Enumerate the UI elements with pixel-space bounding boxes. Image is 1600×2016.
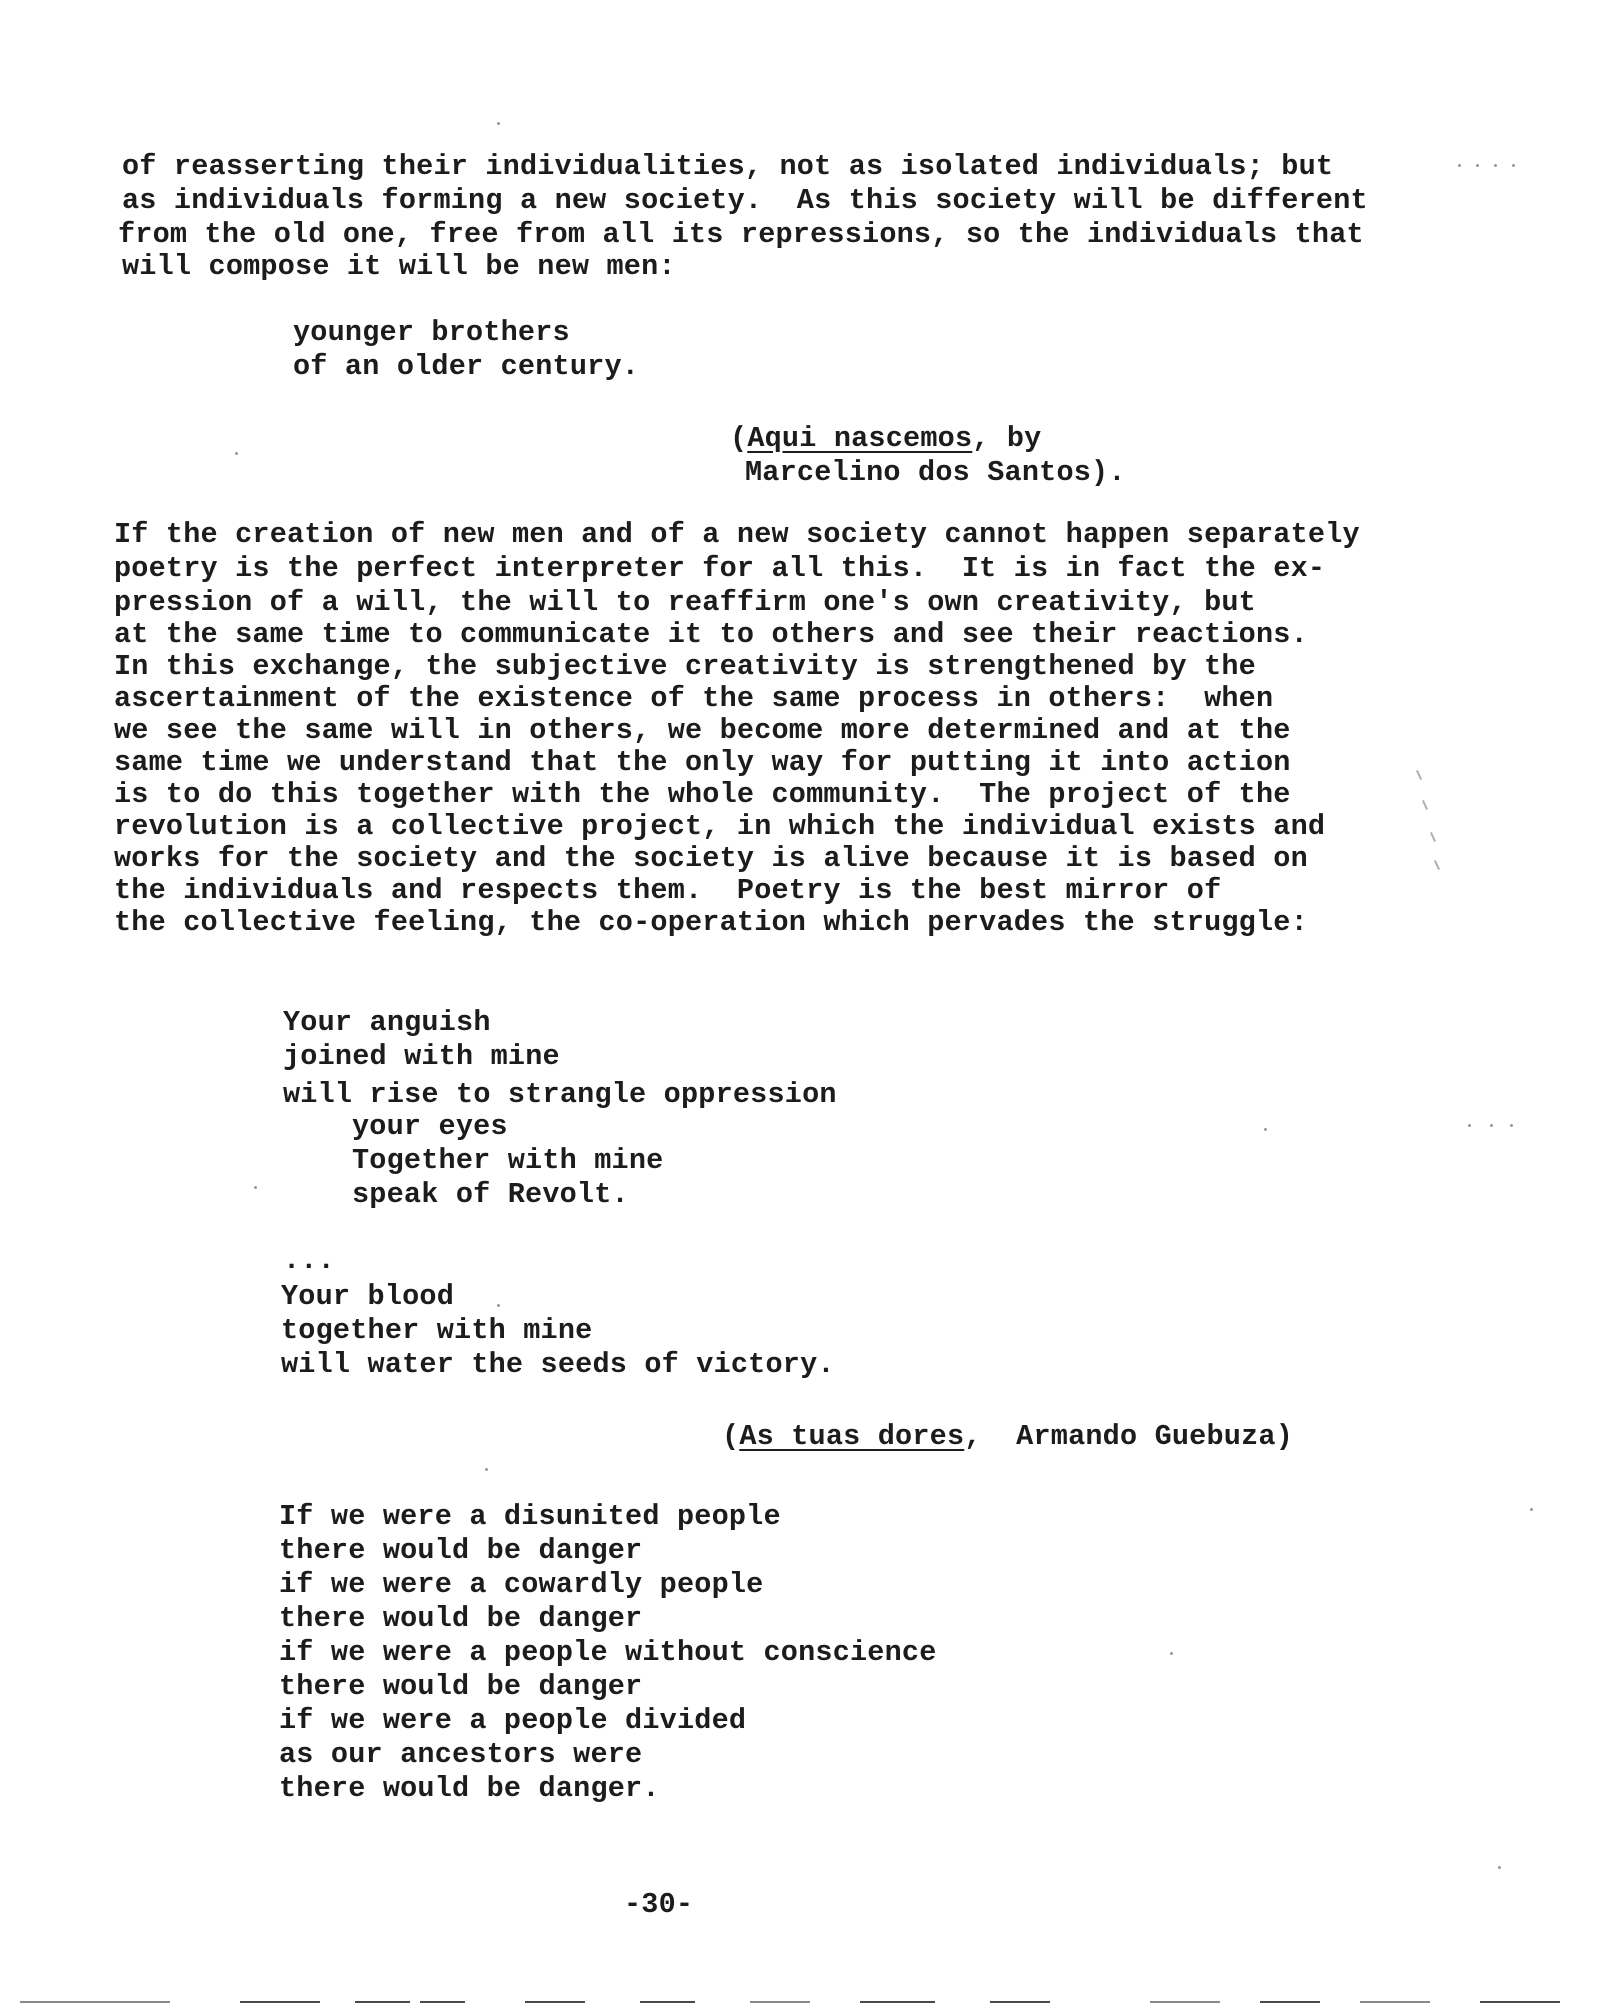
text-line: If the creation of new men and of a new society cannot happen separately [114, 518, 1360, 551]
verse-line: Your blood [281, 1280, 455, 1313]
scan-speck [1490, 1124, 1493, 1127]
verse-line: will rise to strangle oppression [283, 1078, 837, 1111]
scan-speck [1476, 164, 1479, 167]
verse-line: Your anguish [283, 1006, 491, 1039]
verse-line: there would be danger [279, 1670, 643, 1703]
text-line: works for the society and the society is alive because it is based on [114, 842, 1308, 875]
scan-speck [254, 1186, 257, 1189]
scan-edge [355, 2001, 410, 2003]
text-line: poetry is the perfect interpreter for all this. It is in fact the ex- [114, 552, 1326, 585]
scan-mark [1416, 770, 1422, 780]
scan-speck [1512, 164, 1515, 167]
verse-line: speak of Revolt. [352, 1178, 629, 1211]
scan-edge [20, 2001, 170, 2003]
scan-speck [485, 1468, 488, 1471]
text-line: the collective feeling, the co-operation which pervades the struggle: [114, 906, 1308, 939]
verse-line: there would be danger [279, 1534, 643, 1567]
verse-line: Together with mine [352, 1144, 664, 1177]
scan-mark [1434, 860, 1440, 870]
scan-speck [1530, 1508, 1533, 1511]
text-line: is to do this together with the whole community. The project of the [114, 778, 1291, 811]
scan-edge [860, 2001, 935, 2003]
ellipsis-line: ... [283, 1244, 335, 1277]
text-line: will compose it will be new men: [122, 250, 676, 283]
text-line: In this exchange, the subjective creativity is strengthened by the [114, 650, 1256, 683]
scan-mark [1422, 800, 1428, 810]
verse-line: younger brothers [293, 316, 570, 349]
scan-edge [240, 2001, 320, 2003]
scan-edge [750, 2001, 810, 2003]
verse-line: there would be danger. [279, 1772, 660, 1805]
scan-speck [235, 452, 238, 455]
scan-speck [1264, 1128, 1267, 1131]
citation-line: (Aqui nascemos, by [730, 422, 1042, 455]
scan-edge [1360, 2001, 1430, 2003]
verse-line: if we were a people divided [279, 1704, 747, 1737]
verse-line: together with mine [281, 1314, 593, 1347]
text-line: at the same time to communicate it to others and see their reactions. [114, 618, 1308, 651]
scan-edge [420, 2001, 465, 2003]
text-line: pression of a will, the will to reaffirm one's own creativity, but [114, 586, 1256, 619]
verse-line: as our ancestors were [279, 1738, 643, 1771]
verse-line: if we were a cowardly people [279, 1568, 764, 1601]
text-line: of reasserting their individualities, not as isolated individuals; but [122, 150, 1334, 183]
scan-speck [497, 122, 500, 125]
verse-line: will water the seeds of victory. [281, 1348, 835, 1381]
verse-line: your eyes [352, 1110, 508, 1143]
scan-edge [1260, 2001, 1320, 2003]
scan-speck [1458, 164, 1461, 167]
text-line: as individuals forming a new society. As this society will be different [122, 184, 1368, 217]
text-line: same time we understand that the only way for putting it into action [114, 746, 1291, 779]
citation-title: As tuas dores [739, 1420, 965, 1453]
scan-edge [640, 2001, 695, 2003]
text-line: from the old one, free from all its repressions, so the individuals that [118, 218, 1364, 251]
scan-speck [1494, 164, 1497, 167]
scan-speck [1170, 1652, 1173, 1655]
verse-line: joined with mine [283, 1040, 560, 1073]
verse-line: If we were a disunited people [279, 1500, 781, 1533]
scan-edge [1480, 2001, 1560, 2003]
text-line: ascertainment of the existence of the same process in others: when [114, 682, 1274, 715]
scan-edge [525, 2001, 585, 2003]
verse-line: there would be danger [279, 1602, 643, 1635]
verse-line: if we were a people without conscience [279, 1636, 937, 1669]
scan-speck [1468, 1124, 1471, 1127]
scan-speck [1498, 1866, 1501, 1869]
citation-by: , by [972, 422, 1042, 455]
scan-mark [1430, 832, 1436, 842]
page-number: -30- [624, 1888, 694, 1921]
text-line: revolution is a collective project, in which the individual exists and [114, 810, 1326, 843]
citation-line: (As tuas dores, Armando Guebuza) [722, 1420, 1294, 1453]
text-line: the individuals and respects them. Poetry is the best mirror of [114, 874, 1222, 907]
verse-line: of an older century. [293, 350, 640, 383]
citation-title: Aqui nascemos [747, 422, 973, 455]
citation-rest: , Armando Guebuza) [964, 1420, 1294, 1453]
citation-author: Marcelino dos Santos). [745, 456, 1126, 489]
scan-speck [497, 1304, 500, 1307]
text-line: we see the same will in others, we become more determined and at the [114, 714, 1291, 747]
scan-speck [1510, 1124, 1513, 1127]
scan-edge [990, 2001, 1050, 2003]
scan-edge [1150, 2001, 1220, 2003]
